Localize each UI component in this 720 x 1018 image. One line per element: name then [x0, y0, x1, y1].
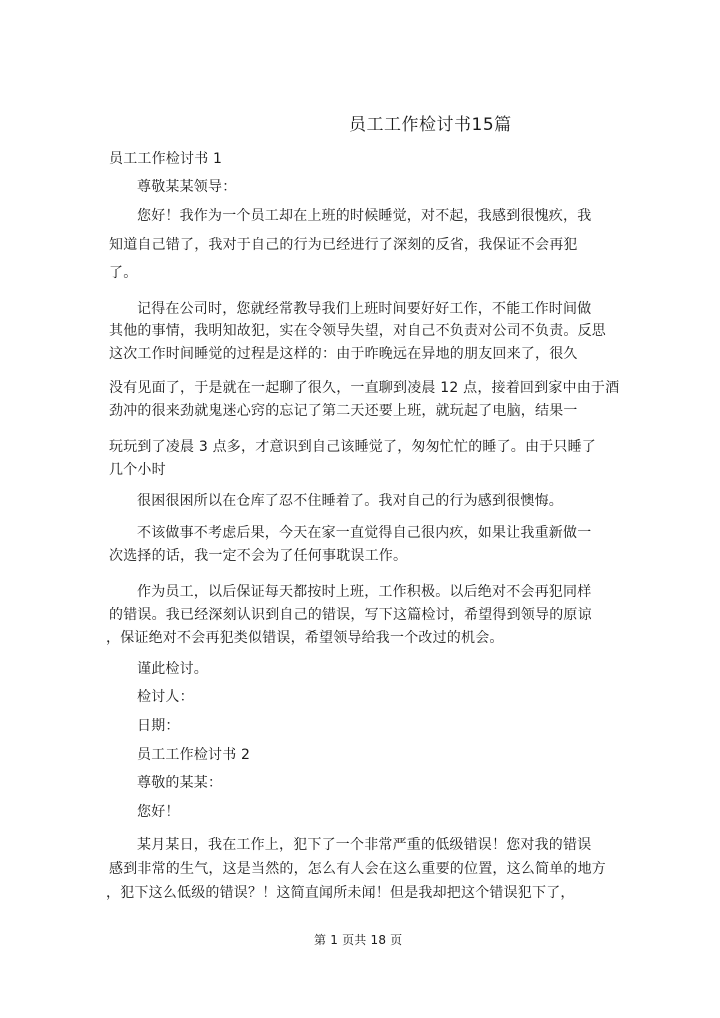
body-line: 这次工作时间睡觉的过程是这样的：由于昨晚远在异地的朋友回来了，很久 [109, 346, 578, 362]
date-label: 日期： [137, 718, 180, 734]
body-line: 没有见面了，于是就在一起聊了很久，一直聊到凌晨 12 点，接着回到家中由于酒 [109, 380, 620, 396]
body-line: 某月某日，我在工作上，犯下了一个非常严重的低级错误！您对我的错误 [137, 837, 592, 853]
body-line: 玩玩到了凌晨 3 点多，才意识到自己该睡觉了，匆匆忙忙的睡了。由于只睡了 [109, 439, 597, 455]
body-line: 的错误。我已经深刻认识到自己的错误，写下这篇检讨，希望得到领导的原谅 [109, 607, 592, 623]
body-line: 几个小时 [109, 462, 166, 478]
body-line: 感到非常的生气，这是当然的，怎么有人会在这么重要的位置，这么简单的地方 [109, 861, 606, 877]
body-line: 作为员工，以后保证每天都按时上班，工作积极。以后绝对不会再犯同样 [137, 584, 592, 600]
closing-line: 谨此检讨。 [137, 661, 208, 677]
body-line: 次选择的话，我一定不会为了任何事耽误工作。 [109, 548, 408, 564]
body-line: 不该做事不考虑后果，今天在家一直觉得自己很内疚，如果让我重新做一 [137, 525, 592, 541]
document-title: 员工工作检讨书15篇 [349, 115, 512, 135]
body-line: 记得在公司时，您就经常教导我们上班时间要好好工作，不能工作时间做 [137, 301, 592, 317]
section-heading: 员工工作检讨书 2 [137, 747, 251, 763]
greeting: 您好！ [137, 804, 180, 820]
signature-label: 检讨人： [137, 689, 194, 705]
body-line: ，保证绝对不会再犯类似错误，希望领导给我一个改过的机会。 [106, 630, 504, 646]
salutation: 尊敬的某某： [137, 775, 223, 791]
body-line: 其他的事情，我明知故犯，实在令领导失望，对自己不负责对公司不负责。反思 [109, 323, 606, 339]
body-line: 很困很困所以在仓库了忍不住睡着了。我对自己的行为感到很懊悔。 [137, 493, 563, 509]
body-line: 知道自己错了，我对于自己的行为已经进行了深刻的反省，我保证不会再犯 [109, 237, 578, 253]
page-footer: 第 1 页共 18 页 [314, 933, 403, 947]
body-line: 了。 [109, 265, 138, 281]
body-line: 劲冲的很来劲就鬼迷心窍的忘记了第二天还要上班，就玩起了电脑，结果一 [109, 403, 578, 419]
body-line: ，犯下这么低级的错误？！这简直闻所未闻！但是我却把这个错误犯下了， [106, 885, 575, 901]
salutation: 尊敬某某领导： [137, 179, 237, 195]
section-heading: 员工工作检讨书 1 [109, 151, 223, 167]
body-line: 您好！我作为一个员工却在上班的时候睡觉，对不起，我感到很愧疚，我 [137, 208, 592, 224]
